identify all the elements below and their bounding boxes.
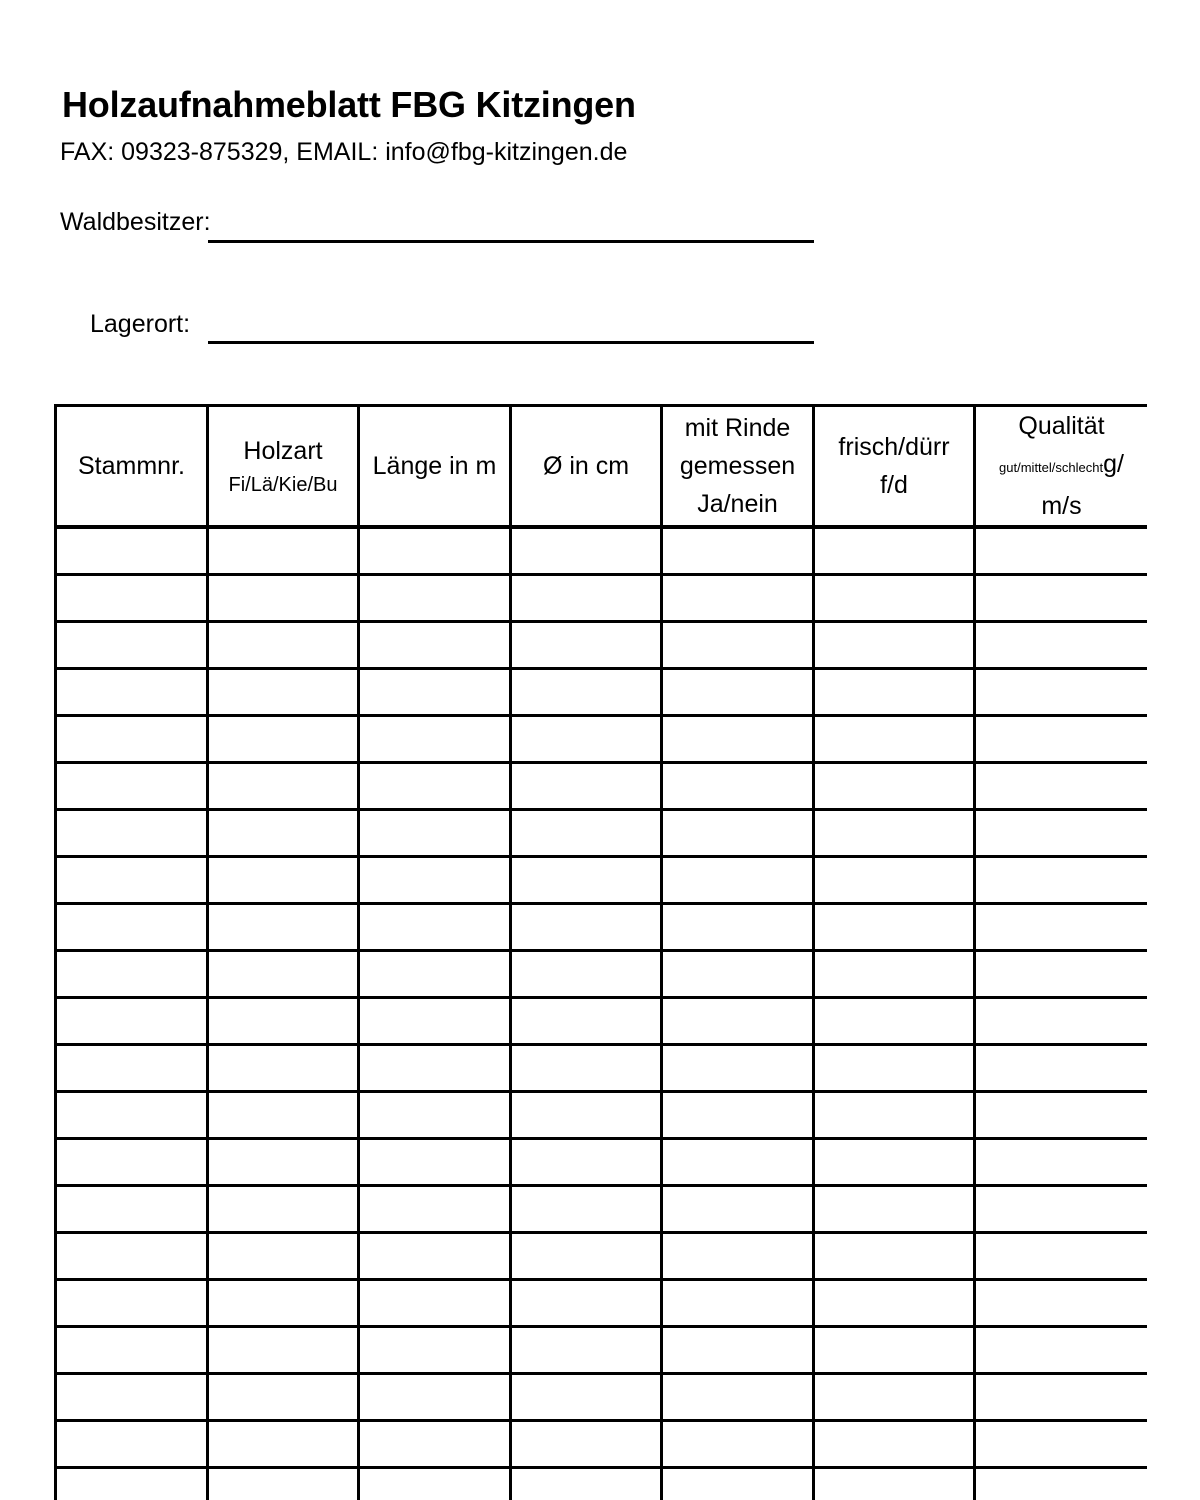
- header-species-label: Holzart: [243, 437, 323, 465]
- log-table-container: [54, 404, 1147, 1500]
- cell-condition[interactable]: [814, 1421, 975, 1468]
- table-header-row: [56, 406, 1148, 528]
- cell-species[interactable]: [208, 951, 359, 998]
- cell-species[interactable]: [208, 1327, 359, 1374]
- cell-diameter[interactable]: [511, 1374, 662, 1421]
- cell-stem-number[interactable]: [56, 1468, 208, 1500]
- cell-quality[interactable]: [975, 669, 1148, 716]
- cell-diameter[interactable]: [511, 904, 662, 951]
- cell-bark[interactable]: [662, 1327, 814, 1374]
- cell-stem-number[interactable]: [56, 763, 208, 810]
- cell-species[interactable]: [208, 763, 359, 810]
- header-bark-line1: mit Rinde: [684, 414, 791, 442]
- cell-stem-number[interactable]: [56, 1092, 208, 1139]
- cell-length[interactable]: [359, 1139, 511, 1186]
- cell-quality[interactable]: [975, 1233, 1148, 1280]
- cell-diameter[interactable]: [511, 622, 662, 669]
- table-row: [56, 1421, 1148, 1468]
- cell-bark[interactable]: [662, 527, 814, 575]
- cell-stem-number[interactable]: [56, 1280, 208, 1327]
- cell-bark[interactable]: [662, 669, 814, 716]
- cell-condition[interactable]: [814, 951, 975, 998]
- table-row: [56, 1233, 1148, 1280]
- cell-diameter[interactable]: [511, 1045, 662, 1092]
- table-row: [56, 904, 1148, 951]
- cell-diameter[interactable]: [511, 1421, 662, 1468]
- cell-species[interactable]: [208, 1045, 359, 1092]
- cell-length[interactable]: [359, 951, 511, 998]
- table-row: [56, 527, 1148, 575]
- cell-stem-number[interactable]: [56, 998, 208, 1045]
- table-row: [56, 810, 1148, 857]
- cell-quality[interactable]: [975, 1374, 1148, 1421]
- cell-quality[interactable]: [975, 1421, 1148, 1468]
- header-quality-options-a: g/: [1103, 450, 1124, 478]
- owner-label: Waldbesitzer:: [60, 208, 211, 236]
- table-row: [56, 763, 1148, 810]
- header-length: [359, 406, 511, 528]
- table-row: [56, 669, 1148, 716]
- table-row: [56, 1280, 1148, 1327]
- cell-species[interactable]: [208, 1186, 359, 1233]
- header-quality: [975, 406, 1148, 528]
- cell-bark[interactable]: [662, 1280, 814, 1327]
- cell-stem-number[interactable]: [56, 527, 208, 575]
- cell-diameter[interactable]: [511, 810, 662, 857]
- cell-species[interactable]: [208, 1233, 359, 1280]
- header-species: [208, 406, 359, 528]
- header-length-label: Länge in m: [372, 452, 497, 480]
- cell-quality[interactable]: [975, 857, 1148, 904]
- cell-quality[interactable]: [975, 1327, 1148, 1374]
- page-title: Holzaufnahmeblatt FBG Kitzingen: [62, 84, 636, 125]
- cell-species[interactable]: [208, 1139, 359, 1186]
- cell-diameter[interactable]: [511, 857, 662, 904]
- cell-diameter[interactable]: [511, 1280, 662, 1327]
- header-bark-line2: gemessen: [679, 452, 796, 480]
- table-row: [56, 1139, 1148, 1186]
- table-row: [56, 951, 1148, 998]
- cell-species[interactable]: [208, 1374, 359, 1421]
- cell-bark[interactable]: [662, 1233, 814, 1280]
- cell-stem-number[interactable]: [56, 857, 208, 904]
- cell-species[interactable]: [208, 998, 359, 1045]
- cell-diameter[interactable]: [511, 669, 662, 716]
- cell-stem-number[interactable]: [56, 716, 208, 763]
- header-diameter-label: Ø in cm: [542, 452, 630, 480]
- cell-condition[interactable]: [814, 1045, 975, 1092]
- cell-condition[interactable]: [814, 669, 975, 716]
- cell-bark[interactable]: [662, 810, 814, 857]
- cell-quality[interactable]: [975, 575, 1148, 622]
- cell-diameter[interactable]: [511, 716, 662, 763]
- cell-stem-number[interactable]: [56, 1045, 208, 1092]
- cell-condition[interactable]: [814, 527, 975, 575]
- cell-quality[interactable]: [975, 1092, 1148, 1139]
- cell-species[interactable]: [208, 716, 359, 763]
- cell-length[interactable]: [359, 527, 511, 575]
- cell-stem-number[interactable]: [56, 904, 208, 951]
- cell-length[interactable]: [359, 716, 511, 763]
- cell-bark[interactable]: [662, 1045, 814, 1092]
- cell-condition[interactable]: [814, 1233, 975, 1280]
- log-table-body: [56, 527, 1148, 1500]
- table-row: [56, 857, 1148, 904]
- cell-stem-number[interactable]: [56, 1327, 208, 1374]
- cell-species[interactable]: [208, 669, 359, 716]
- table-row: [56, 1327, 1148, 1374]
- cell-length[interactable]: [359, 904, 511, 951]
- cell-bark[interactable]: [662, 716, 814, 763]
- cell-quality[interactable]: [975, 904, 1148, 951]
- cell-bark[interactable]: [662, 951, 814, 998]
- cell-bark[interactable]: [662, 1186, 814, 1233]
- cell-condition[interactable]: [814, 1374, 975, 1421]
- cell-species[interactable]: [208, 1280, 359, 1327]
- cell-length[interactable]: [359, 669, 511, 716]
- cell-diameter[interactable]: [511, 1468, 662, 1500]
- header-diameter: [511, 406, 662, 528]
- cell-species[interactable]: [208, 575, 359, 622]
- cell-bark[interactable]: [662, 857, 814, 904]
- cell-quality[interactable]: [975, 527, 1148, 575]
- cell-diameter[interactable]: [511, 1233, 662, 1280]
- cell-diameter[interactable]: [511, 1186, 662, 1233]
- cell-diameter[interactable]: [511, 1092, 662, 1139]
- header-bark: [662, 406, 814, 528]
- cell-bark[interactable]: [662, 622, 814, 669]
- cell-length[interactable]: [359, 998, 511, 1045]
- cell-diameter[interactable]: [511, 1327, 662, 1374]
- cell-quality[interactable]: [975, 1045, 1148, 1092]
- table-row: [56, 622, 1148, 669]
- cell-stem-number[interactable]: [56, 1186, 208, 1233]
- cell-species[interactable]: [208, 622, 359, 669]
- cell-bark[interactable]: [662, 763, 814, 810]
- cell-species[interactable]: [208, 904, 359, 951]
- cell-species[interactable]: [208, 810, 359, 857]
- cell-quality[interactable]: [975, 951, 1148, 998]
- header-bark-options: Ja/nein: [697, 490, 778, 518]
- cell-stem-number[interactable]: [56, 1374, 208, 1421]
- header-condition-label: frisch/dürr: [838, 433, 950, 461]
- cell-stem-number[interactable]: [56, 1421, 208, 1468]
- cell-bark[interactable]: [662, 1139, 814, 1186]
- cell-condition[interactable]: [814, 1280, 975, 1327]
- cell-condition[interactable]: [814, 904, 975, 951]
- cell-length[interactable]: [359, 1374, 511, 1421]
- table-row: [56, 1186, 1148, 1233]
- cell-condition[interactable]: [814, 857, 975, 904]
- cell-stem-number[interactable]: [56, 1139, 208, 1186]
- cell-length[interactable]: [359, 1092, 511, 1139]
- header-species-options: Fi/Lä/Kie/Bu: [228, 474, 338, 496]
- cell-stem-number[interactable]: [56, 1233, 208, 1280]
- cell-species[interactable]: [208, 1421, 359, 1468]
- cell-stem-number[interactable]: [56, 810, 208, 857]
- header-condition-options: f/d: [880, 471, 908, 499]
- cell-quality[interactable]: [975, 810, 1148, 857]
- cell-quality[interactable]: [975, 622, 1148, 669]
- cell-length[interactable]: [359, 810, 511, 857]
- header-quality-options-b: m/s: [1041, 492, 1082, 520]
- cell-length[interactable]: [359, 763, 511, 810]
- table-row: [56, 716, 1148, 763]
- header-condition: [814, 406, 975, 528]
- log-table: [54, 404, 1147, 1500]
- cell-species[interactable]: [208, 1092, 359, 1139]
- cell-stem-number[interactable]: [56, 575, 208, 622]
- cell-length[interactable]: [359, 1421, 511, 1468]
- cell-condition[interactable]: [814, 763, 975, 810]
- cell-length[interactable]: [359, 1186, 511, 1233]
- cell-bark[interactable]: [662, 904, 814, 951]
- cell-condition[interactable]: [814, 998, 975, 1045]
- cell-length[interactable]: [359, 575, 511, 622]
- cell-quality[interactable]: [975, 1186, 1148, 1233]
- cell-condition[interactable]: [814, 622, 975, 669]
- cell-diameter[interactable]: [511, 998, 662, 1045]
- cell-bark[interactable]: [662, 998, 814, 1045]
- cell-condition[interactable]: [814, 1092, 975, 1139]
- location-input-line[interactable]: [208, 341, 814, 344]
- cell-quality[interactable]: [975, 1139, 1148, 1186]
- cell-length[interactable]: [359, 857, 511, 904]
- cell-length[interactable]: [359, 1327, 511, 1374]
- location-label: Lagerort:: [90, 310, 191, 338]
- header-quality-label: Qualität: [1018, 412, 1105, 440]
- cell-quality[interactable]: [975, 1280, 1148, 1327]
- cell-diameter[interactable]: [511, 763, 662, 810]
- cell-condition[interactable]: [814, 1327, 975, 1374]
- table-row: [56, 1468, 1148, 1500]
- cell-length[interactable]: [359, 622, 511, 669]
- cell-diameter[interactable]: [511, 951, 662, 998]
- table-row: [56, 575, 1148, 622]
- cell-length[interactable]: [359, 1280, 511, 1327]
- cell-bark[interactable]: [662, 1092, 814, 1139]
- cell-length[interactable]: [359, 1233, 511, 1280]
- header-stem-number: [56, 406, 208, 528]
- cell-stem-number[interactable]: [56, 622, 208, 669]
- cell-bark[interactable]: [662, 575, 814, 622]
- cell-condition[interactable]: [814, 575, 975, 622]
- cell-bark[interactable]: [662, 1468, 814, 1500]
- cell-condition[interactable]: [814, 1468, 975, 1500]
- table-row: [56, 998, 1148, 1045]
- cell-condition[interactable]: [814, 1139, 975, 1186]
- cell-species[interactable]: [208, 1468, 359, 1500]
- header-stem-number-label: Stammnr.: [78, 452, 185, 480]
- cell-stem-number[interactable]: [56, 669, 208, 716]
- cell-bark[interactable]: [662, 1374, 814, 1421]
- header-quality-small: gut/mittel/schlecht: [999, 460, 1104, 475]
- table-row: [56, 1045, 1148, 1092]
- cell-condition[interactable]: [814, 810, 975, 857]
- cell-diameter[interactable]: [511, 1139, 662, 1186]
- cell-stem-number[interactable]: [56, 951, 208, 998]
- cell-species[interactable]: [208, 527, 359, 575]
- cell-condition[interactable]: [814, 716, 975, 763]
- table-row: [56, 1092, 1148, 1139]
- cell-species[interactable]: [208, 857, 359, 904]
- cell-length[interactable]: [359, 1045, 511, 1092]
- cell-diameter[interactable]: [511, 527, 662, 575]
- owner-input-line[interactable]: [208, 240, 814, 243]
- contact-line: FAX: 09323-875329, EMAIL: info@fbg-kitzingen.de: [60, 138, 628, 166]
- cell-quality[interactable]: [975, 998, 1148, 1045]
- cell-quality[interactable]: [975, 763, 1148, 810]
- cell-quality[interactable]: [975, 1468, 1148, 1500]
- cell-quality[interactable]: [975, 716, 1148, 763]
- table-row: [56, 1374, 1148, 1421]
- cell-diameter[interactable]: [511, 575, 662, 622]
- cell-bark[interactable]: [662, 1421, 814, 1468]
- cell-condition[interactable]: [814, 1186, 975, 1233]
- cell-length[interactable]: [359, 1468, 511, 1500]
